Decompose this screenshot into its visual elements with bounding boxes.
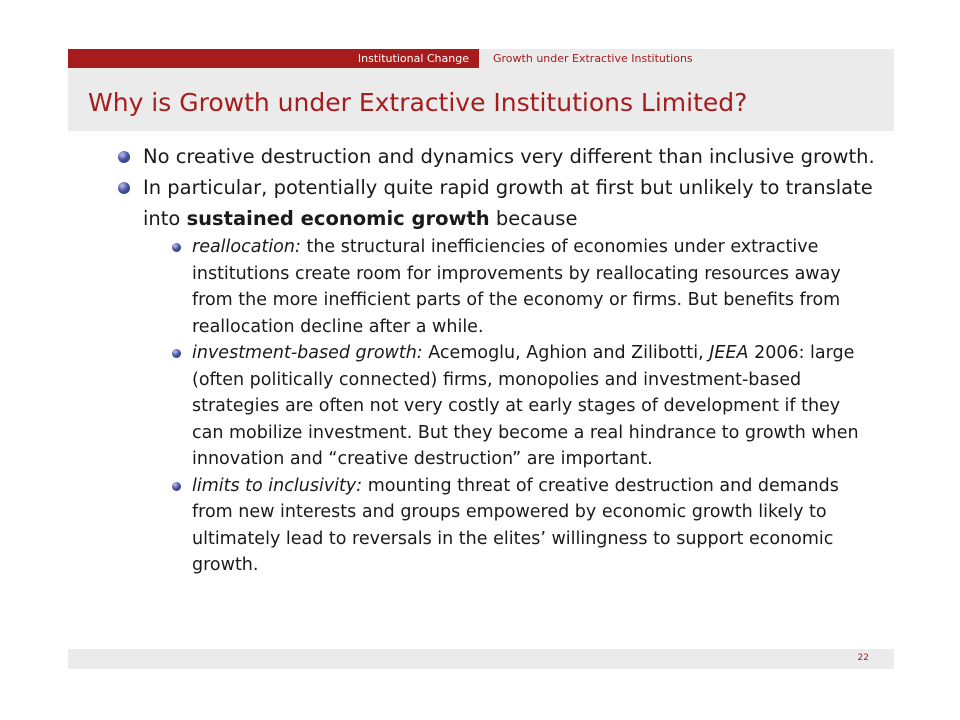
title-bar — [68, 68, 894, 131]
slide-title: Why is Growth under Extractive Institutions Limited? — [88, 88, 748, 117]
sub-bullet-item — [68, 234, 872, 340]
journal-name: JEEA — [709, 343, 749, 363]
sub-bullet-text: 2006: large (often politically connected) firms, monopolies and investment-based strategies are often not very costly at early stages of development if they can mobilize investment. But they become a real hindrance to growth when innovation and “creative destruction” are important. — [192, 343, 859, 469]
sub-bullet-list — [68, 234, 894, 579]
bullet-text: No creative destruction and dynamics very different than inclusive growth. — [143, 145, 875, 168]
page-number: 22 — [857, 653, 869, 663]
sub-bullet-item — [68, 340, 872, 473]
headline-subsection[interactable]: Growth under Extractive Institutions — [479, 49, 894, 68]
ball-bullet-icon — [118, 151, 130, 163]
bullet-emphasis: sustained economic growth — [186, 207, 490, 230]
ball-bullet-icon — [172, 349, 181, 358]
ball-bullet-icon — [118, 182, 130, 194]
sub-bullet-text: the structural inefficiencies of economies under extractive institutions create room for improvements by reallocating resources away from the more inefficient parts of the economy or firms. But benefits from reallocation decline after a while. — [192, 237, 841, 337]
sub-bullet-label: limits to inclusivity: — [192, 475, 363, 496]
bullet-text: because — [489, 207, 578, 230]
headline-bar — [68, 49, 894, 68]
sub-bullet-label: investment-based growth: — [192, 343, 423, 363]
sub-bullet-text: mounting threat of creative destruction and demands from new interests and groups empowered by economic growth likely to ultimately lead to reversals in the elites’ willingness to support economic growth. — [192, 475, 839, 575]
slide — [68, 49, 894, 669]
bullet-item — [68, 172, 894, 579]
footer-bar — [68, 649, 894, 669]
bullet-text: In particular, potentially quite rapid growth at first but unlikely to translate into — [143, 176, 873, 230]
sub-bullet-text: Acemoglu, Aghion and Zilibotti, — [422, 343, 710, 363]
bullet-item — [68, 141, 894, 172]
sub-bullet-item — [68, 473, 872, 579]
bullet-list — [68, 141, 894, 579]
sub-bullet-label: reallocation: — [192, 237, 301, 257]
ball-bullet-icon — [172, 482, 181, 491]
ball-bullet-icon — [172, 243, 181, 252]
headline-section[interactable]: Institutional Change — [68, 49, 479, 68]
slide-content — [68, 141, 894, 651]
